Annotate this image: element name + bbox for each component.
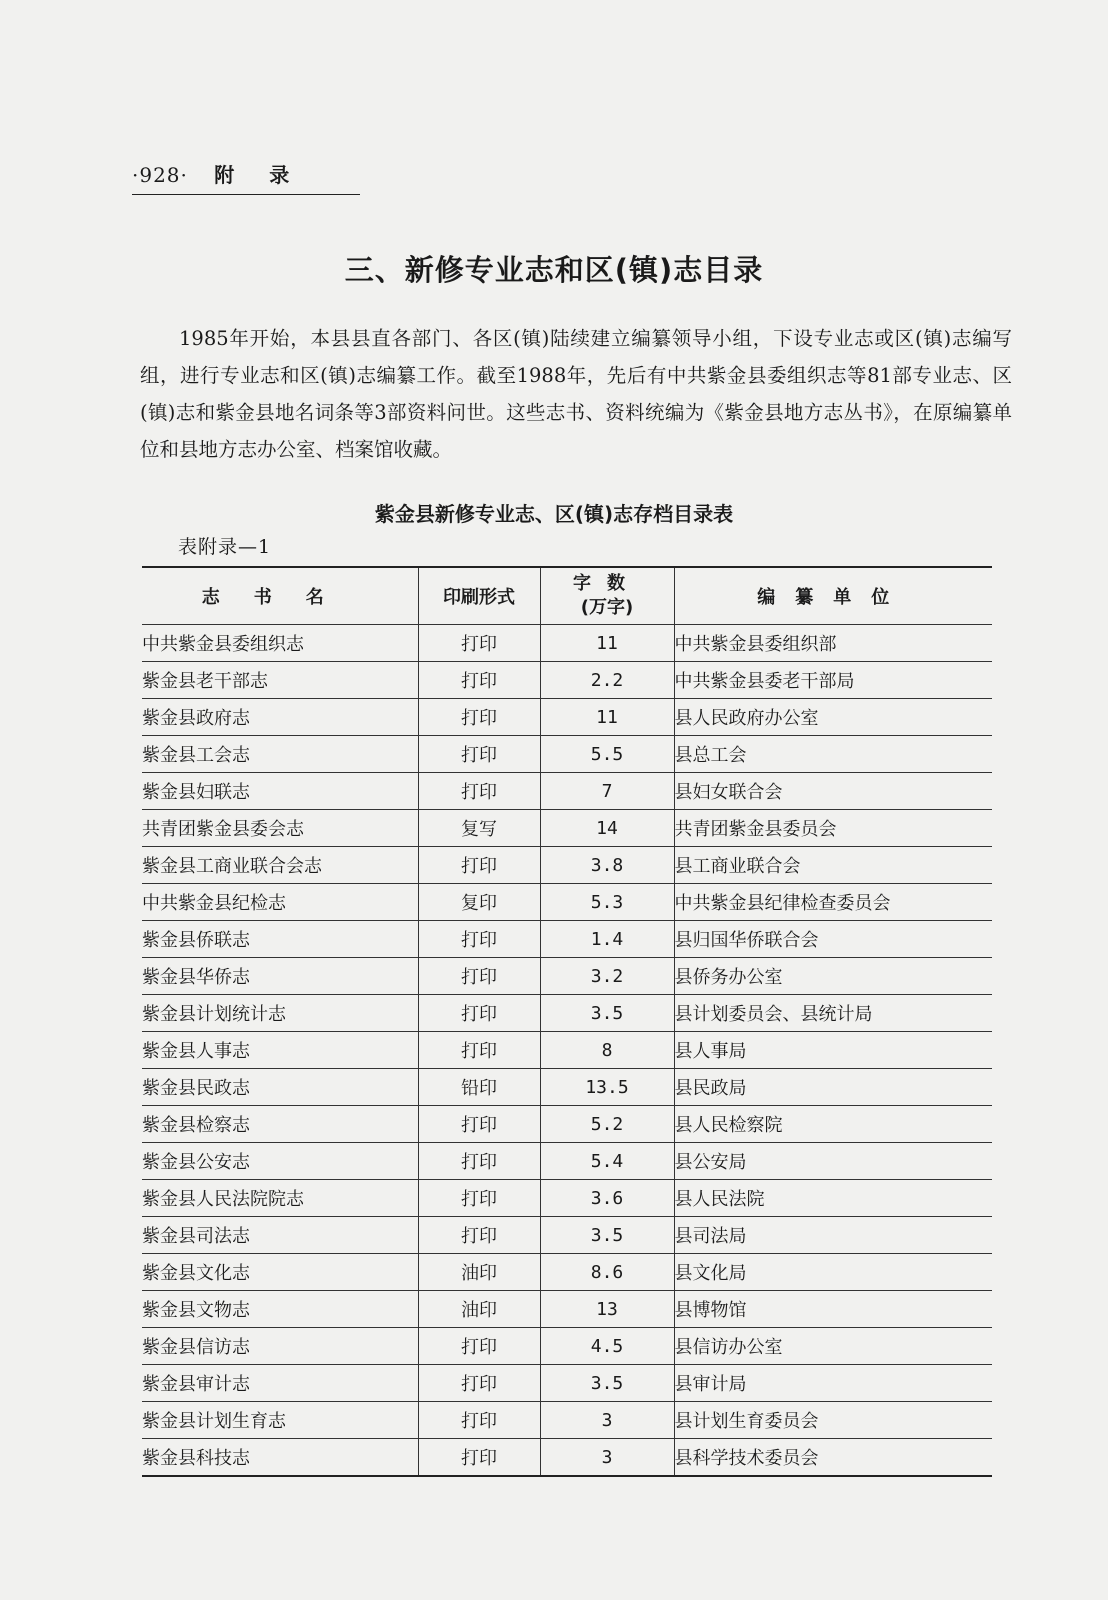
cell-word-count: 5.5 [540, 736, 674, 773]
cell-print-form: 打印 [418, 995, 540, 1032]
cell-word-count: 3.6 [540, 1180, 674, 1217]
cell-book-name: 紫金县计划统计志 [142, 995, 418, 1032]
cell-compiling-unit: 县民政局 [674, 1069, 992, 1106]
cell-compiling-unit: 县计划生育委员会 [674, 1402, 992, 1439]
table-row [142, 1328, 992, 1365]
cell-word-count: 3.5 [540, 995, 674, 1032]
cell-print-form: 打印 [418, 1032, 540, 1069]
cell-word-count: 2.2 [540, 662, 674, 699]
table-row [142, 1106, 992, 1143]
cell-book-name: 紫金县工商业联合会志 [142, 847, 418, 884]
cell-compiling-unit: 县工商业联合会 [674, 847, 992, 884]
cell-word-count: 13 [540, 1291, 674, 1328]
header-unit: 编纂单位 [674, 567, 992, 625]
cell-print-form: 打印 [418, 921, 540, 958]
table-row [142, 1069, 992, 1106]
table-row [142, 699, 992, 736]
cell-word-count: 5.2 [540, 1106, 674, 1143]
cell-print-form: 油印 [418, 1291, 540, 1328]
page-number: ·928· [132, 163, 188, 187]
cell-word-count: 5.4 [540, 1143, 674, 1180]
cell-book-name: 紫金县工会志 [142, 736, 418, 773]
cell-print-form: 打印 [418, 773, 540, 810]
cell-book-name: 紫金县人事志 [142, 1032, 418, 1069]
table-row [142, 958, 992, 995]
cell-book-name: 紫金县政府志 [142, 699, 418, 736]
cell-print-form: 打印 [418, 958, 540, 995]
table-row [142, 773, 992, 810]
cell-book-name: 紫金县审计志 [142, 1365, 418, 1402]
cell-book-name: 紫金县司法志 [142, 1217, 418, 1254]
table-body [142, 625, 992, 1477]
cell-book-name: 中共紫金县委组织志 [142, 625, 418, 662]
cell-book-name: 紫金县民政志 [142, 1069, 418, 1106]
cell-print-form: 打印 [418, 625, 540, 662]
cell-compiling-unit: 县侨务办公室 [674, 958, 992, 995]
table-row [142, 736, 992, 773]
cell-book-name: 共青团紫金县委会志 [142, 810, 418, 847]
cell-compiling-unit: 县妇女联合会 [674, 773, 992, 810]
cell-print-form: 打印 [418, 662, 540, 699]
cell-compiling-unit: 县审计局 [674, 1365, 992, 1402]
cell-print-form: 打印 [418, 736, 540, 773]
table-row [142, 810, 992, 847]
cell-book-name: 紫金县老干部志 [142, 662, 418, 699]
table-row [142, 1365, 992, 1402]
cell-compiling-unit: 县总工会 [674, 736, 992, 773]
cell-print-form: 复写 [418, 810, 540, 847]
header-form: 印刷形式 [418, 567, 540, 625]
cell-book-name: 紫金县公安志 [142, 1143, 418, 1180]
cell-book-name: 紫金县人民法院院志 [142, 1180, 418, 1217]
header-name: 志书名 [142, 567, 418, 625]
cell-print-form: 打印 [418, 847, 540, 884]
cell-compiling-unit: 县公安局 [674, 1143, 992, 1180]
section-name: 附 录 [214, 163, 304, 187]
cell-book-name: 紫金县科技志 [142, 1439, 418, 1477]
cell-word-count: 11 [540, 699, 674, 736]
cell-book-name: 紫金县妇联志 [142, 773, 418, 810]
table-row [142, 847, 992, 884]
cell-compiling-unit: 县文化局 [674, 1254, 992, 1291]
table-label: 表附录—1 [178, 536, 272, 558]
cell-word-count: 5.3 [540, 884, 674, 921]
cell-word-count: 1.4 [540, 921, 674, 958]
cell-compiling-unit: 县博物馆 [674, 1291, 992, 1328]
cell-compiling-unit: 县人民政府办公室 [674, 699, 992, 736]
cell-word-count: 3.2 [540, 958, 674, 995]
cell-word-count: 8 [540, 1032, 674, 1069]
cell-word-count: 3 [540, 1439, 674, 1477]
cell-compiling-unit: 县归国华侨联合会 [674, 921, 992, 958]
chapter-title: 三、新修专业志和区(镇)志目录 [344, 253, 764, 287]
table-row [142, 625, 992, 662]
cell-book-name: 紫金县检察志 [142, 1106, 418, 1143]
cell-compiling-unit: 县人民法院 [674, 1180, 992, 1217]
cell-word-count: 3.5 [540, 1217, 674, 1254]
cell-print-form: 打印 [418, 1217, 540, 1254]
cell-print-form: 打印 [418, 1143, 540, 1180]
table-row [142, 995, 992, 1032]
cell-compiling-unit: 县人民检察院 [674, 1106, 992, 1143]
cell-print-form: 打印 [418, 1328, 540, 1365]
cell-word-count: 8.6 [540, 1254, 674, 1291]
table-row [142, 1143, 992, 1180]
intro-paragraph: 1985年开始，本县县直各部门、各区(镇)陆续建立编纂领导小组，下设专业志或区(镇)志编写组，进行专业志和区(镇)志编纂工作。截至1988年，先后有中共紫金县委组织志等81部专业志、区(镇)志和紫金县地名词条等3部资料问世。这些志书、资料统编为《紫金县地方志丛书》，在原编纂单位和县地方志办公室、档案馆收藏。 [140, 327, 1012, 461]
cell-print-form: 油印 [418, 1254, 540, 1291]
cell-book-name: 紫金县信访志 [142, 1328, 418, 1365]
header-words-line1: 字数 [573, 573, 641, 594]
cell-compiling-unit: 县司法局 [674, 1217, 992, 1254]
table-row [142, 662, 992, 699]
cell-compiling-unit: 中共紫金县委老干部局 [674, 662, 992, 699]
header-words [540, 567, 674, 625]
cell-compiling-unit: 县科学技术委员会 [674, 1439, 992, 1477]
table-row [142, 1254, 992, 1291]
cell-print-form: 打印 [418, 1439, 540, 1477]
cell-print-form: 打印 [418, 699, 540, 736]
cell-word-count: 7 [540, 773, 674, 810]
table-row [142, 1217, 992, 1254]
cell-book-name: 紫金县侨联志 [142, 921, 418, 958]
table-row [142, 1032, 992, 1069]
archive-table [142, 566, 992, 1477]
cell-compiling-unit: 中共紫金县委组织部 [674, 625, 992, 662]
cell-print-form: 复印 [418, 884, 540, 921]
cell-book-name: 紫金县文化志 [142, 1254, 418, 1291]
cell-compiling-unit: 共青团紫金县委员会 [674, 810, 992, 847]
cell-word-count: 3 [540, 1402, 674, 1439]
cell-word-count: 11 [540, 625, 674, 662]
cell-print-form: 打印 [418, 1365, 540, 1402]
table-title: 紫金县新修专业志、区(镇)志存档目录表 [374, 502, 734, 526]
cell-word-count: 4.5 [540, 1328, 674, 1365]
cell-book-name: 中共紫金县纪检志 [142, 884, 418, 921]
table-row [142, 1180, 992, 1217]
header-words-line2: (万字) [580, 597, 634, 618]
cell-print-form: 打印 [418, 1106, 540, 1143]
table-row [142, 1439, 992, 1477]
running-head [132, 160, 360, 195]
cell-book-name: 紫金县华侨志 [142, 958, 418, 995]
cell-word-count: 3.8 [540, 847, 674, 884]
cell-word-count: 14 [540, 810, 674, 847]
cell-compiling-unit: 中共紫金县纪律检查委员会 [674, 884, 992, 921]
cell-book-name: 紫金县文物志 [142, 1291, 418, 1328]
table-row [142, 921, 992, 958]
table-row [142, 1291, 992, 1328]
cell-word-count: 13.5 [540, 1069, 674, 1106]
cell-print-form: 铅印 [418, 1069, 540, 1106]
cell-compiling-unit: 县信访办公室 [674, 1328, 992, 1365]
cell-book-name: 紫金县计划生育志 [142, 1402, 418, 1439]
table-row [142, 884, 992, 921]
cell-print-form: 打印 [418, 1402, 540, 1439]
cell-word-count: 3.5 [540, 1365, 674, 1402]
cell-compiling-unit: 县计划委员会、县统计局 [674, 995, 992, 1032]
table-header-row [142, 567, 992, 625]
table-row [142, 1402, 992, 1439]
cell-print-form: 打印 [418, 1180, 540, 1217]
cell-compiling-unit: 县人事局 [674, 1032, 992, 1069]
